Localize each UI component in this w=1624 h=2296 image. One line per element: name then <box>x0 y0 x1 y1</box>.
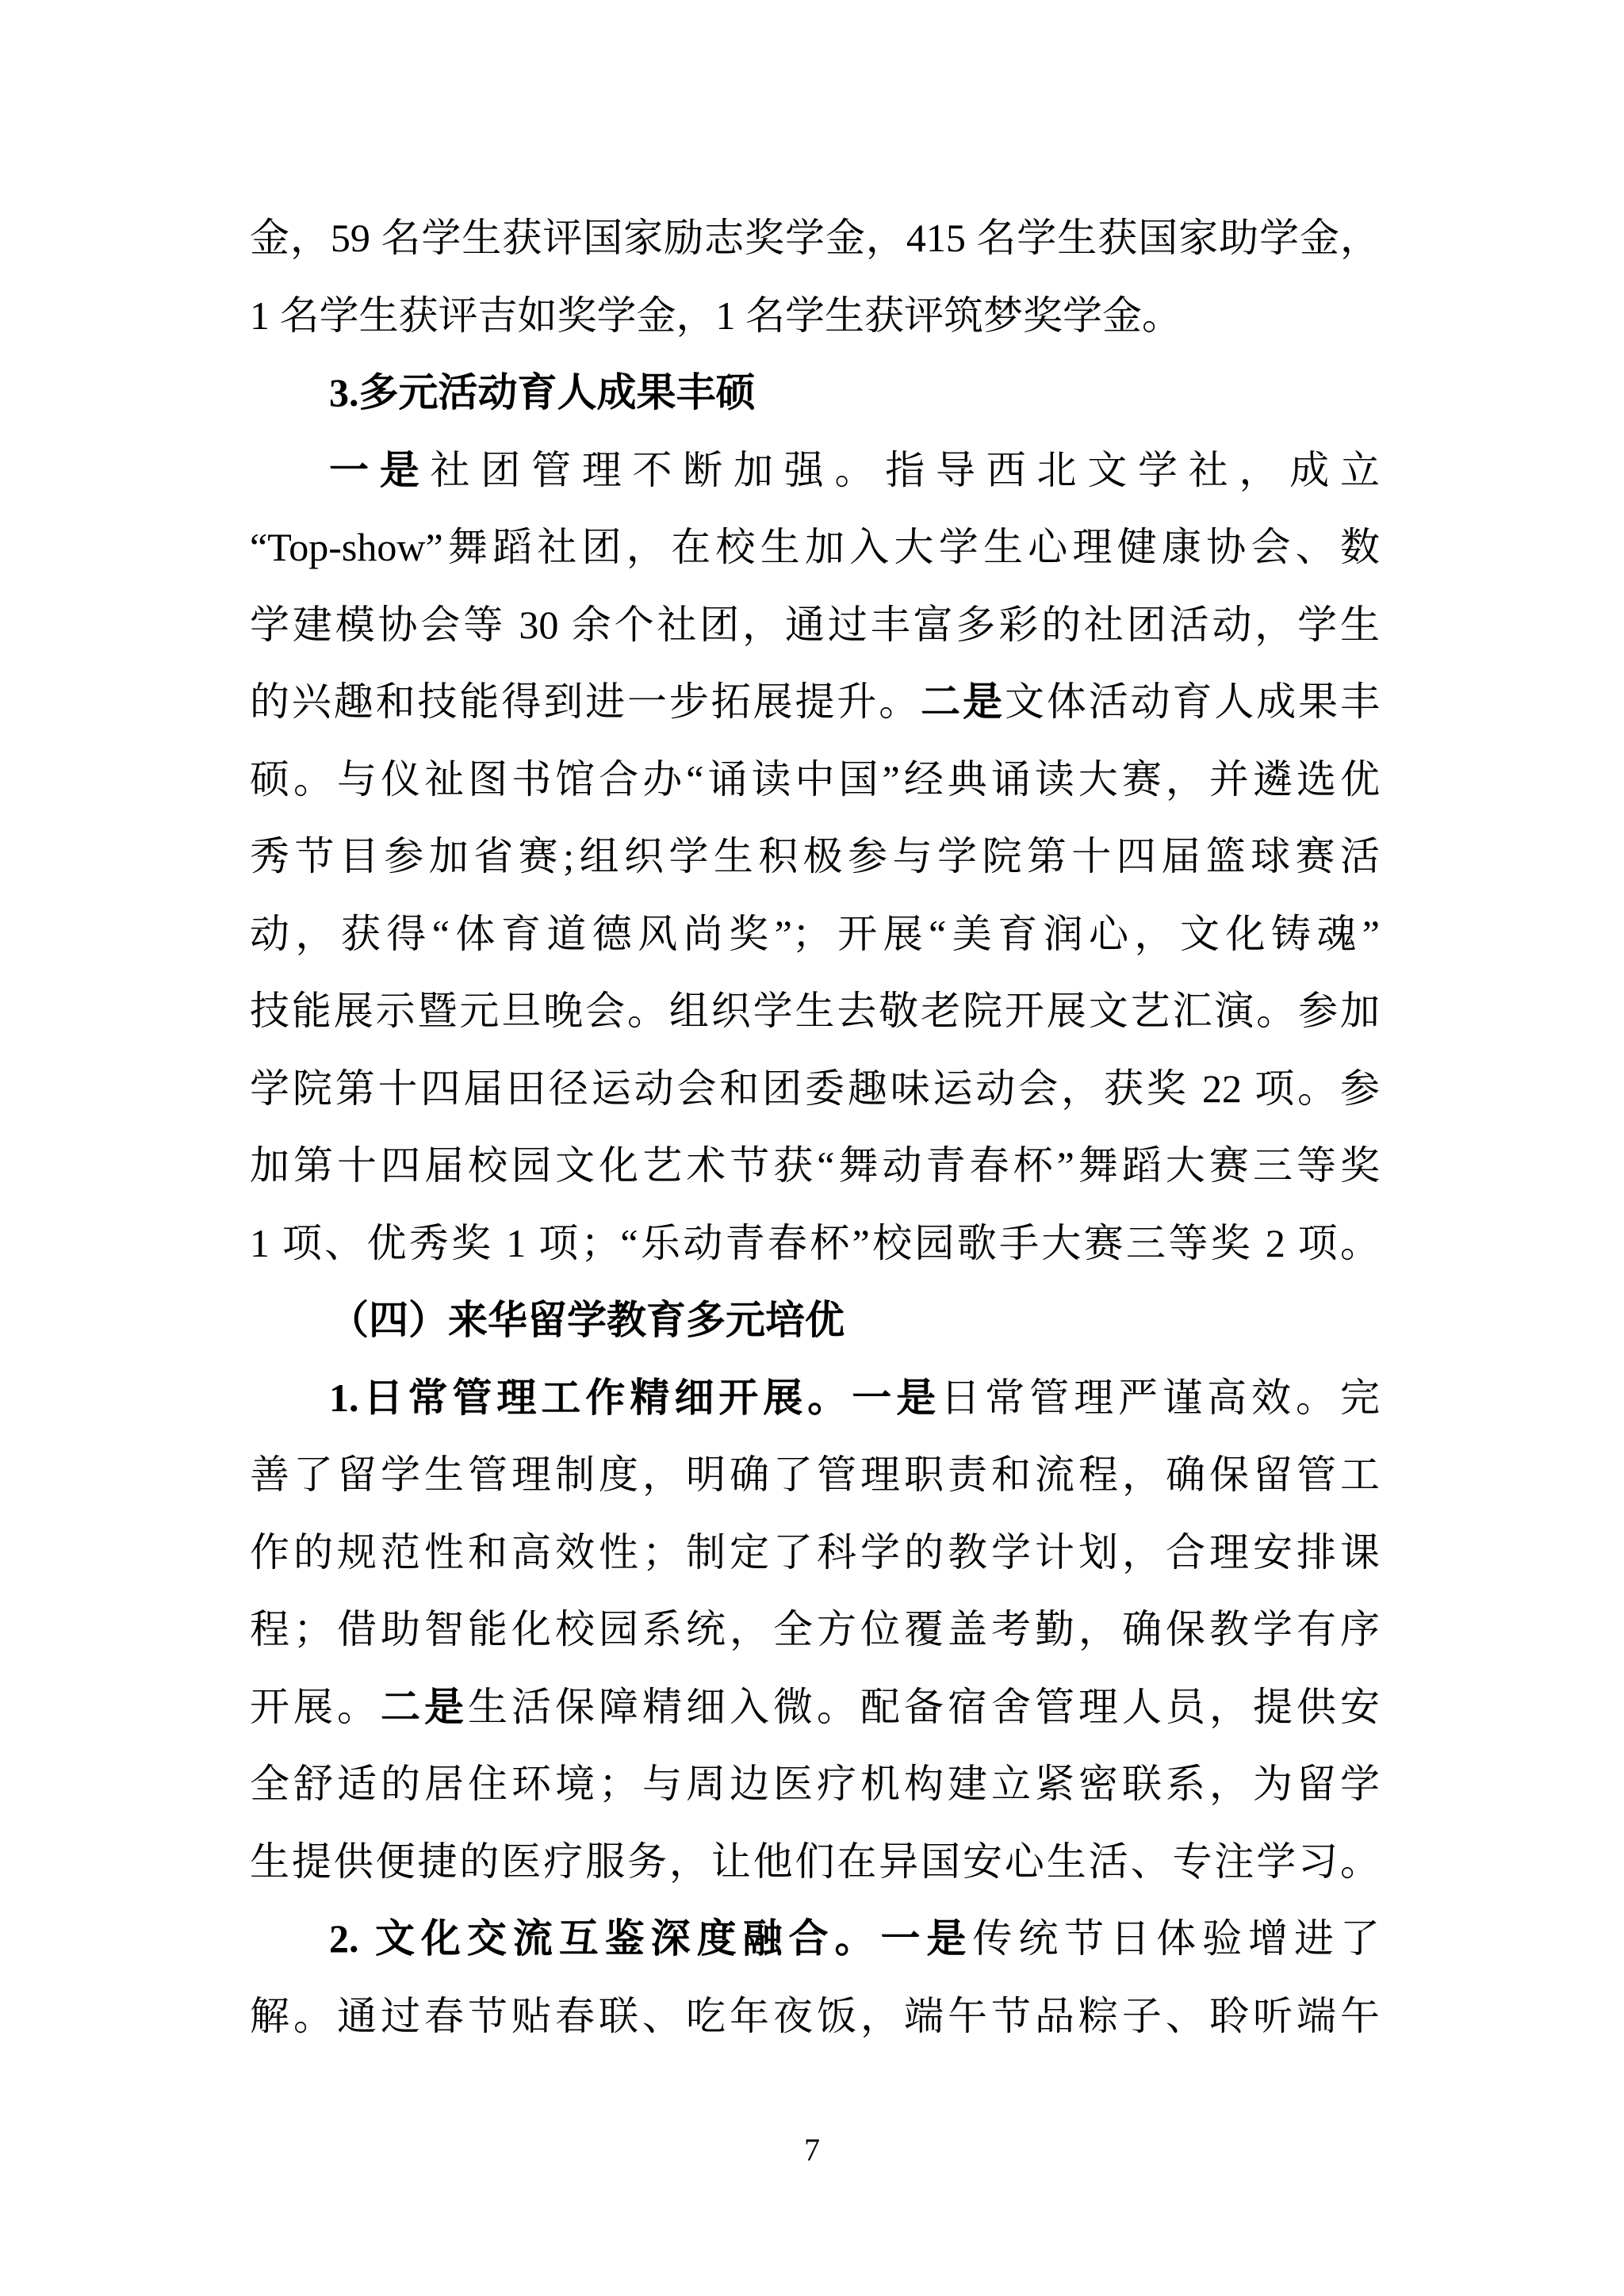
text-line <box>250 277 1380 355</box>
text-segment: “Top-show”舞蹈社团，在校生加入大学生心理健康协会、数 <box>250 525 1380 569</box>
text-line <box>250 896 1380 974</box>
text-segment: 解。通过春节贴春联、吃年夜饭，端午节品粽子、聆听端午 <box>250 1993 1380 2038</box>
text-line <box>250 664 1380 741</box>
text-line <box>250 432 1380 510</box>
text-segment: 1 项、优秀奖 1 项；“乐动青春杯”校园歌手大赛三等奖 2 项。 <box>250 1220 1380 1265</box>
text-segment: 学院第十四届田径运动会和团委趣味运动会，获奖 22 项。参 <box>250 1066 1380 1111</box>
bold-text-segment: 3.多元活动育人成果丰硕 <box>329 370 756 415</box>
text-line <box>250 509 1380 587</box>
text-segment: 文体活动育人成果丰 <box>1004 679 1381 724</box>
text-segment: 生提供便捷的医疗服务，让他们在异国安心生活、专注学习。 <box>250 1839 1380 1884</box>
text-segment: 开展。 <box>250 1684 381 1729</box>
text-segment: 社团管理不断加强。指导西北文学社，成立 <box>430 447 1380 492</box>
bold-text-segment: 1.日常管理工作精细开展。一是 <box>329 1375 941 1420</box>
bold-text-segment: 一是 <box>329 447 431 492</box>
bold-text-segment: 2. 文化交流互鉴深度融合。一是 <box>329 1916 973 1961</box>
text-line <box>250 973 1380 1050</box>
text-segment: 学建模协会等 30 余个社团，通过丰富多彩的社团活动，学生 <box>250 602 1380 647</box>
text-segment: 加第十四届校园文化艺术节获“舞动青春杯”舞蹈大赛三等奖 <box>250 1143 1380 1188</box>
text-segment: 日常管理严谨高效。完 <box>940 1375 1381 1420</box>
bold-text-segment: 二是 <box>921 679 1005 724</box>
text-segment: 生活保障精细入微。配备宿舍管理人员，提供安 <box>468 1684 1380 1729</box>
text-segment: 善了留学生管理制度，明确了管理职责和流程，确保留管工 <box>250 1452 1380 1497</box>
text-line <box>250 1900 1380 1978</box>
text-line <box>250 1978 1380 2056</box>
text-segment: 硕。与仪祉图书馆合办“诵读中国”经典诵读大赛，并遴选优 <box>250 756 1380 802</box>
page-number: 7 <box>804 2132 820 2168</box>
text-line <box>250 200 1380 277</box>
text-segment: 动，获得“体育道德风尚奖”；开展“美育润心，文化铸魂” <box>250 911 1380 956</box>
text-line <box>250 1360 1380 1437</box>
text-segment: 传统节日体验增进了 <box>972 1916 1381 1961</box>
bold-text-segment: （四）来华留学教育多元培优 <box>329 1298 845 1342</box>
section-heading <box>250 1282 1380 1360</box>
text-line <box>250 1437 1380 1514</box>
text-segment: 1 名学生获评吉如奖学金，1 名学生获评筑梦奖学金。 <box>250 293 1182 338</box>
text-line <box>250 1514 1380 1592</box>
text-segment: 程；借助智能化校园系统，全方位覆盖考勤，确保教学有序 <box>250 1607 1380 1651</box>
text-line <box>250 1669 1380 1747</box>
text-line <box>250 1746 1380 1823</box>
text-segment: 秀节目参加省赛;组织学生积极参与学院第十四届篮球赛活 <box>250 834 1380 878</box>
text-line <box>250 587 1380 664</box>
text-segment: 金，59 名学生获评国家励志奖学金，415 名学生获国家助学金， <box>250 216 1380 260</box>
section-heading <box>250 354 1380 432</box>
text-line <box>250 741 1380 819</box>
text-line <box>250 1823 1380 1901</box>
bold-text-segment: 二是 <box>381 1684 468 1729</box>
text-line <box>250 1050 1380 1128</box>
text-segment: 全舒适的居住环境；与周边医疗机构建立紧密联系，为留学 <box>250 1762 1380 1806</box>
text-line <box>250 1205 1380 1283</box>
text-segment: 技能展示暨元旦晚会。组织学生去敬老院开展文艺汇演。参加 <box>250 989 1380 1033</box>
text-line <box>250 818 1380 896</box>
text-segment: 作的规范性和高效性；制定了科学的教学计划，合理安排课 <box>250 1529 1380 1575</box>
text-line <box>250 1127 1380 1205</box>
text-segment: 的兴趣和技能得到进一步拓展提升。 <box>250 679 921 724</box>
document-body <box>250 200 1380 2055</box>
text-line <box>250 1591 1380 1669</box>
